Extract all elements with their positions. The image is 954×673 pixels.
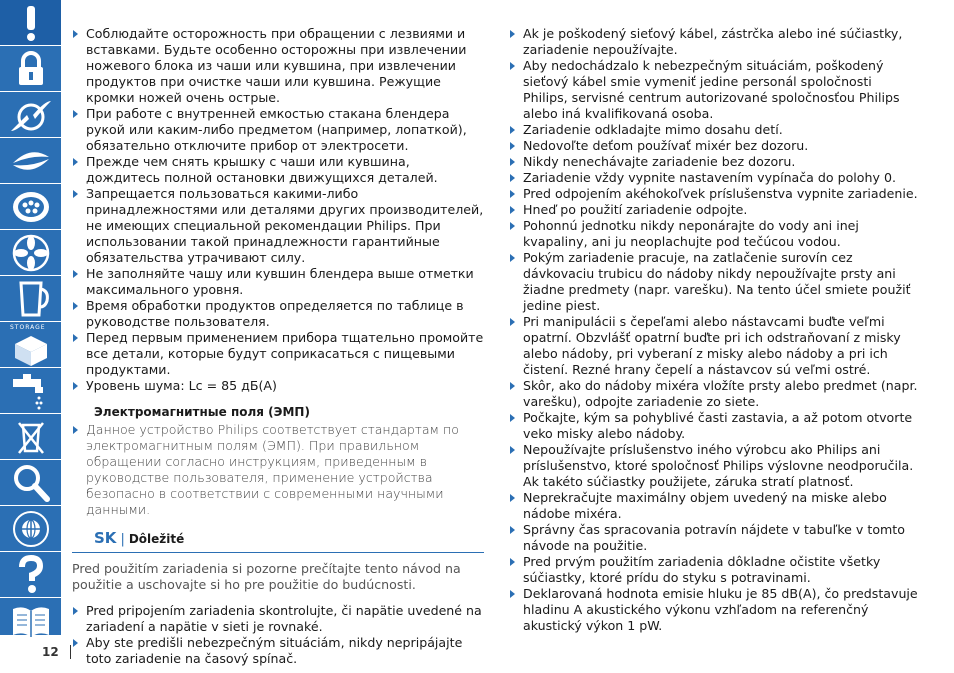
ru-safety-list xyxy=(72,26,484,394)
right-column xyxy=(509,26,919,634)
chopper-blade-icon xyxy=(0,138,61,184)
list-item: Перед первым применением прибора тщательно промойте все детали, которые будут соприкасаться с пищевыми продуктами. xyxy=(72,330,484,378)
sk-intro: Pred použitím zariadenia si pozorne prečítajte tento návod na použitie a uschovajte si ho pre použitie do budúcnosti. xyxy=(72,561,461,592)
list-item: Pokým zariadenie pracuje, na zatlačenie surovín cez dávkovaciu trubicu do nádoby nikdy nepoužívajte prsty ani žiadne predmety (napr. varešku). Na tento účel smiete použiť jedine piest. xyxy=(509,250,919,314)
padlock-icon xyxy=(0,46,61,92)
list-item: Не заполняйте чашу или кувшин блендера выше отметки максимального уровня. xyxy=(72,266,484,298)
page-number-divider xyxy=(70,645,71,659)
list-item: При работе с внутренней емкостью стакана блендера рукой или каким-либо предметом (например, лопаткой), обязательно отключите прибор от электросети. xyxy=(72,106,484,154)
list-item: Zariadenie vždy vypnite nastavením vypínača do polohy 0. xyxy=(509,170,919,186)
book-icon xyxy=(0,598,61,643)
sk-section-header xyxy=(72,530,484,553)
list-item: Neprekračujte maximálny objem uvedený na miske alebo nádobe mixéra. xyxy=(509,490,919,522)
list-item: Прежде чем снять крышку с чаши или кувшина, дождитесь полной остановки движущихся деталей. xyxy=(72,154,484,186)
fan-blade-icon xyxy=(0,230,61,276)
world-guarantee-icon xyxy=(0,506,61,552)
question-icon xyxy=(0,552,61,598)
magnifier-icon xyxy=(0,460,61,506)
list-item: Pred odpojením akéhokoľvek príslušenstva vypnite zariadenie. xyxy=(509,186,919,202)
list-item: Соблюдайте осторожность при обращении с лезвиями и вставками. Будьте особенно осторожны при извлечении ножевого блока из чаши или кувшина, при извлечении продуктов при очистке чаши или кувшина. Режущие кромки ножей очень острые. xyxy=(72,26,484,106)
list-item: Время обработки продуктов определяется по таблице в руководстве пользователя. xyxy=(72,298,484,330)
sidebar-icon-strip xyxy=(0,0,61,635)
list-item: Pred prvým použitím zariadenia dôkladne očistite všetky súčiastky, ktoré prídu do styku s potravinami. xyxy=(509,554,919,586)
sk-warning-list xyxy=(509,26,919,634)
list-item: Aby ste predišli nebezpečným situáciám, nikdy nepripájajte toto zariadenie na časový spínač. xyxy=(72,635,484,667)
list-item: Данное устройство Philips соответствует стандартам по электромагнитным полям (ЭМП). При правильном обращении согласно инструкциям, приведенным в руководстве пользователя, применение устройства безопасно в соответствии с современными научными данными. xyxy=(72,422,484,518)
page-number: 12 xyxy=(42,645,59,659)
list-item: Pred pripojením zariadenia skontrolujte, či napätie uvedené na zariadení a napätie v sieti je rovnaké. xyxy=(72,603,484,635)
exclamation-icon xyxy=(0,0,61,46)
sk-safety-list xyxy=(72,603,484,667)
list-item: Запрещается пользоваться какими-либо принадлежностями или деталями других производителей, не имеющих специальной рекомендации Philips. При использовании такой принадлежности гарантийные обязательства утрачивают силу. xyxy=(72,186,484,266)
list-item: Hneď po použití zariadenie odpojte. xyxy=(509,202,919,218)
emf-heading: Электромагнитные поля (ЭМП) xyxy=(94,405,310,419)
list-item: Nedovoľte deťom používať mixér bez dozoru. xyxy=(509,138,919,154)
list-item: Уровень шума: Lc = 85 дБ(A) xyxy=(72,378,484,394)
crossed-bin-icon xyxy=(0,414,61,460)
list-item: Pri manipulácii s čepeľami alebo nástavcami buďte veľmi opatrní. Obzvlášť opatrní buďte pri ich odstraňovaní z misky alebo nádoby, pri vyberaní z misky alebo nádoby a pri ich čistení. Rezné hrany čepelí a nástavcov sú veľmi ostré. xyxy=(509,314,919,378)
language-code: SK xyxy=(94,529,117,547)
disc-icon xyxy=(0,184,61,230)
list-item: Skôr, ako do nádoby mixéra vložíte prsty alebo predmet (napr. varešku), odpojte zariadenie zo siete. xyxy=(509,378,919,410)
header-separator: | xyxy=(120,532,125,547)
section-title: Dôležité xyxy=(128,532,185,546)
list-item: Správny čas spracovania potravín nájdete v tabuľke v tomto návode na použitie. xyxy=(509,522,919,554)
left-column xyxy=(72,26,484,667)
list-item: Deklarovaná hodnota emisie hluku je 85 dB(A), čo predstavuje hladinu A akustického výkonu vzhľadom na referenčný akustický výkon 1 pW. xyxy=(509,586,919,634)
list-item: Pohonnú jednotku nikdy neponárajte do vody ani inej kvapaliny, ani ju neoplachujte pod tečúcou vodou. xyxy=(509,218,919,250)
jug-icon xyxy=(0,276,61,322)
list-item: Zariadenie odkladajte mimo dosahu detí. xyxy=(509,122,919,138)
tap-icon xyxy=(0,368,61,414)
blender-blade-icon xyxy=(0,92,61,138)
list-item: Nikdy nenechávajte zariadenie bez dozoru. xyxy=(509,154,919,170)
storage-box-icon xyxy=(0,322,61,368)
emf-list xyxy=(72,422,484,518)
storage-label: STORAGE xyxy=(10,324,46,331)
list-item: Nepoužívajte príslušenstvo iného výrobcu ako Philips ani príslušenstvo, ktoré spoločnosť Philips výslovne neodporučila. Ak takéto súčiastky použijete, záruka stratí platnosť. xyxy=(509,442,919,490)
list-item: Počkajte, kým sa pohyblivé časti zastavia, a až potom otvorte veko misky alebo nádoby. xyxy=(509,410,919,442)
list-item: Ak je poškodený sieťový kábel, zástrčka alebo iné súčiastky, zariadenie nepoužívajte. xyxy=(509,26,919,58)
list-item: Aby nedochádzalo k nebezpečným situáciám, poškodený sieťový kábel smie vymeniť jedine personál spoločnosti Philips, servisné centrum autorizované spoločnosťou Philips alebo iná kvalifikovaná osoba. xyxy=(509,58,919,122)
